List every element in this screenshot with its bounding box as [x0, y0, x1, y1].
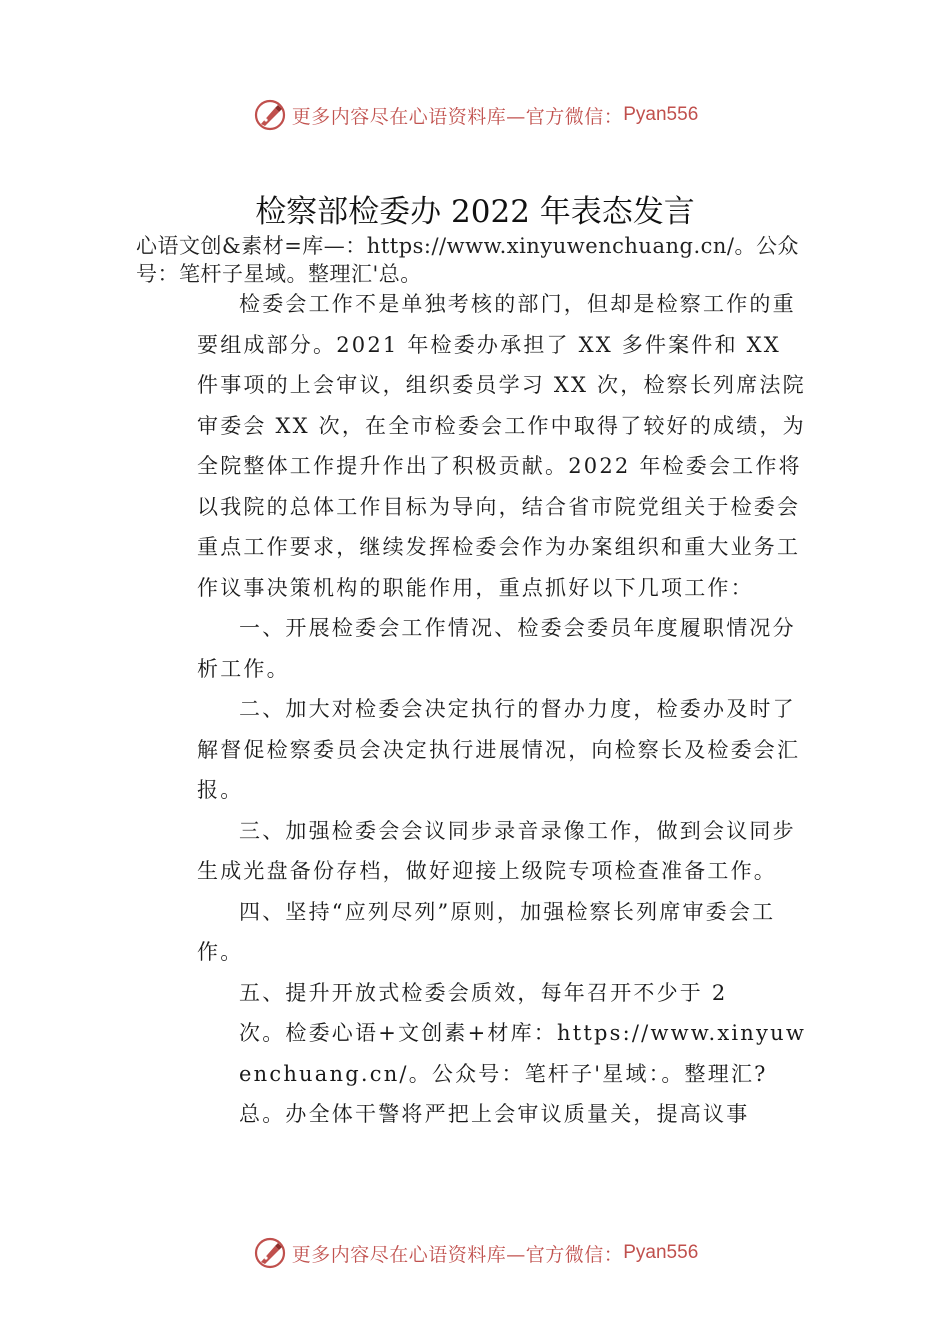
paragraph-intro: 检委会工作不是单独考核的部门，但却是检察工作的重要组成部分。2021 年检委办承担了 XX 多件案件和 XX 件事项的上会审议，组织委员学习 XX 次，检察长列席法院审委会 XX 次，在全市检委会工作中取得了较好的成绩，为全院整体工作提升作出了积极贡献。2022 年检委会工作将以我院的总体工作目标为导向，结合省市院党组关于检委会重点工作要求，继续发挥检委会作为办案组织和重大业务工作议事决策机构的职能作用，重点抓好以下几项工作：: [197, 292, 806, 600]
document-body: [197, 284, 809, 1135]
pen-nib-logo-icon: [252, 97, 288, 133]
header-banner: [0, 95, 950, 135]
wechat-id: Pyan556: [623, 104, 699, 125]
paragraph-item-2: 二、加大对检委会决定执行的督办力度，检委办及时了解督促检察委员会决定执行进展情况，向检察长及检委会汇报。: [197, 697, 801, 802]
pen-nib-logo-icon: [252, 1235, 288, 1271]
banner-label: 更多内容尽在心语资料库—官方微信：: [291, 1243, 624, 1266]
paragraph-item-4: 四、坚持“应列尽列”原则，加强检察长列席审委会工作。: [197, 899, 776, 964]
source-note: 心语文创&素材=库—：https://www.xinyuwenchuang.cn/。公众号：笔杆子星域。整理汇'总。: [136, 234, 799, 286]
banner-label: 更多内容尽在心语资料库—官方微信：: [291, 105, 624, 128]
paragraph-item-3: 三、加强检委会会议同步录音录像工作，做到会议同步生成光盘备份存档，做好迎接上级院专项检查准备工作。: [197, 818, 796, 883]
wechat-id: Pyan556: [623, 1242, 699, 1263]
paragraph-item-5-block: 次。检委心语+文创素+材库：https://www.xinyuwenchuang.cn/。公众号：笔杆子'星域：。整理汇?总。办全体干警将严把上会审议质量关，提高议事: [239, 1021, 806, 1126]
footer-banner: [0, 1233, 950, 1273]
document-title: 检察部检委办 2022 年表态发言: [255, 194, 695, 230]
paragraph-item-5-lead: 五、提升开放式检委会质效，每年召开不少于 2: [239, 980, 728, 1005]
paragraph-item-1: 一、开展检委会工作情况、检委会委员年度履职情况分析工作。: [197, 616, 796, 681]
